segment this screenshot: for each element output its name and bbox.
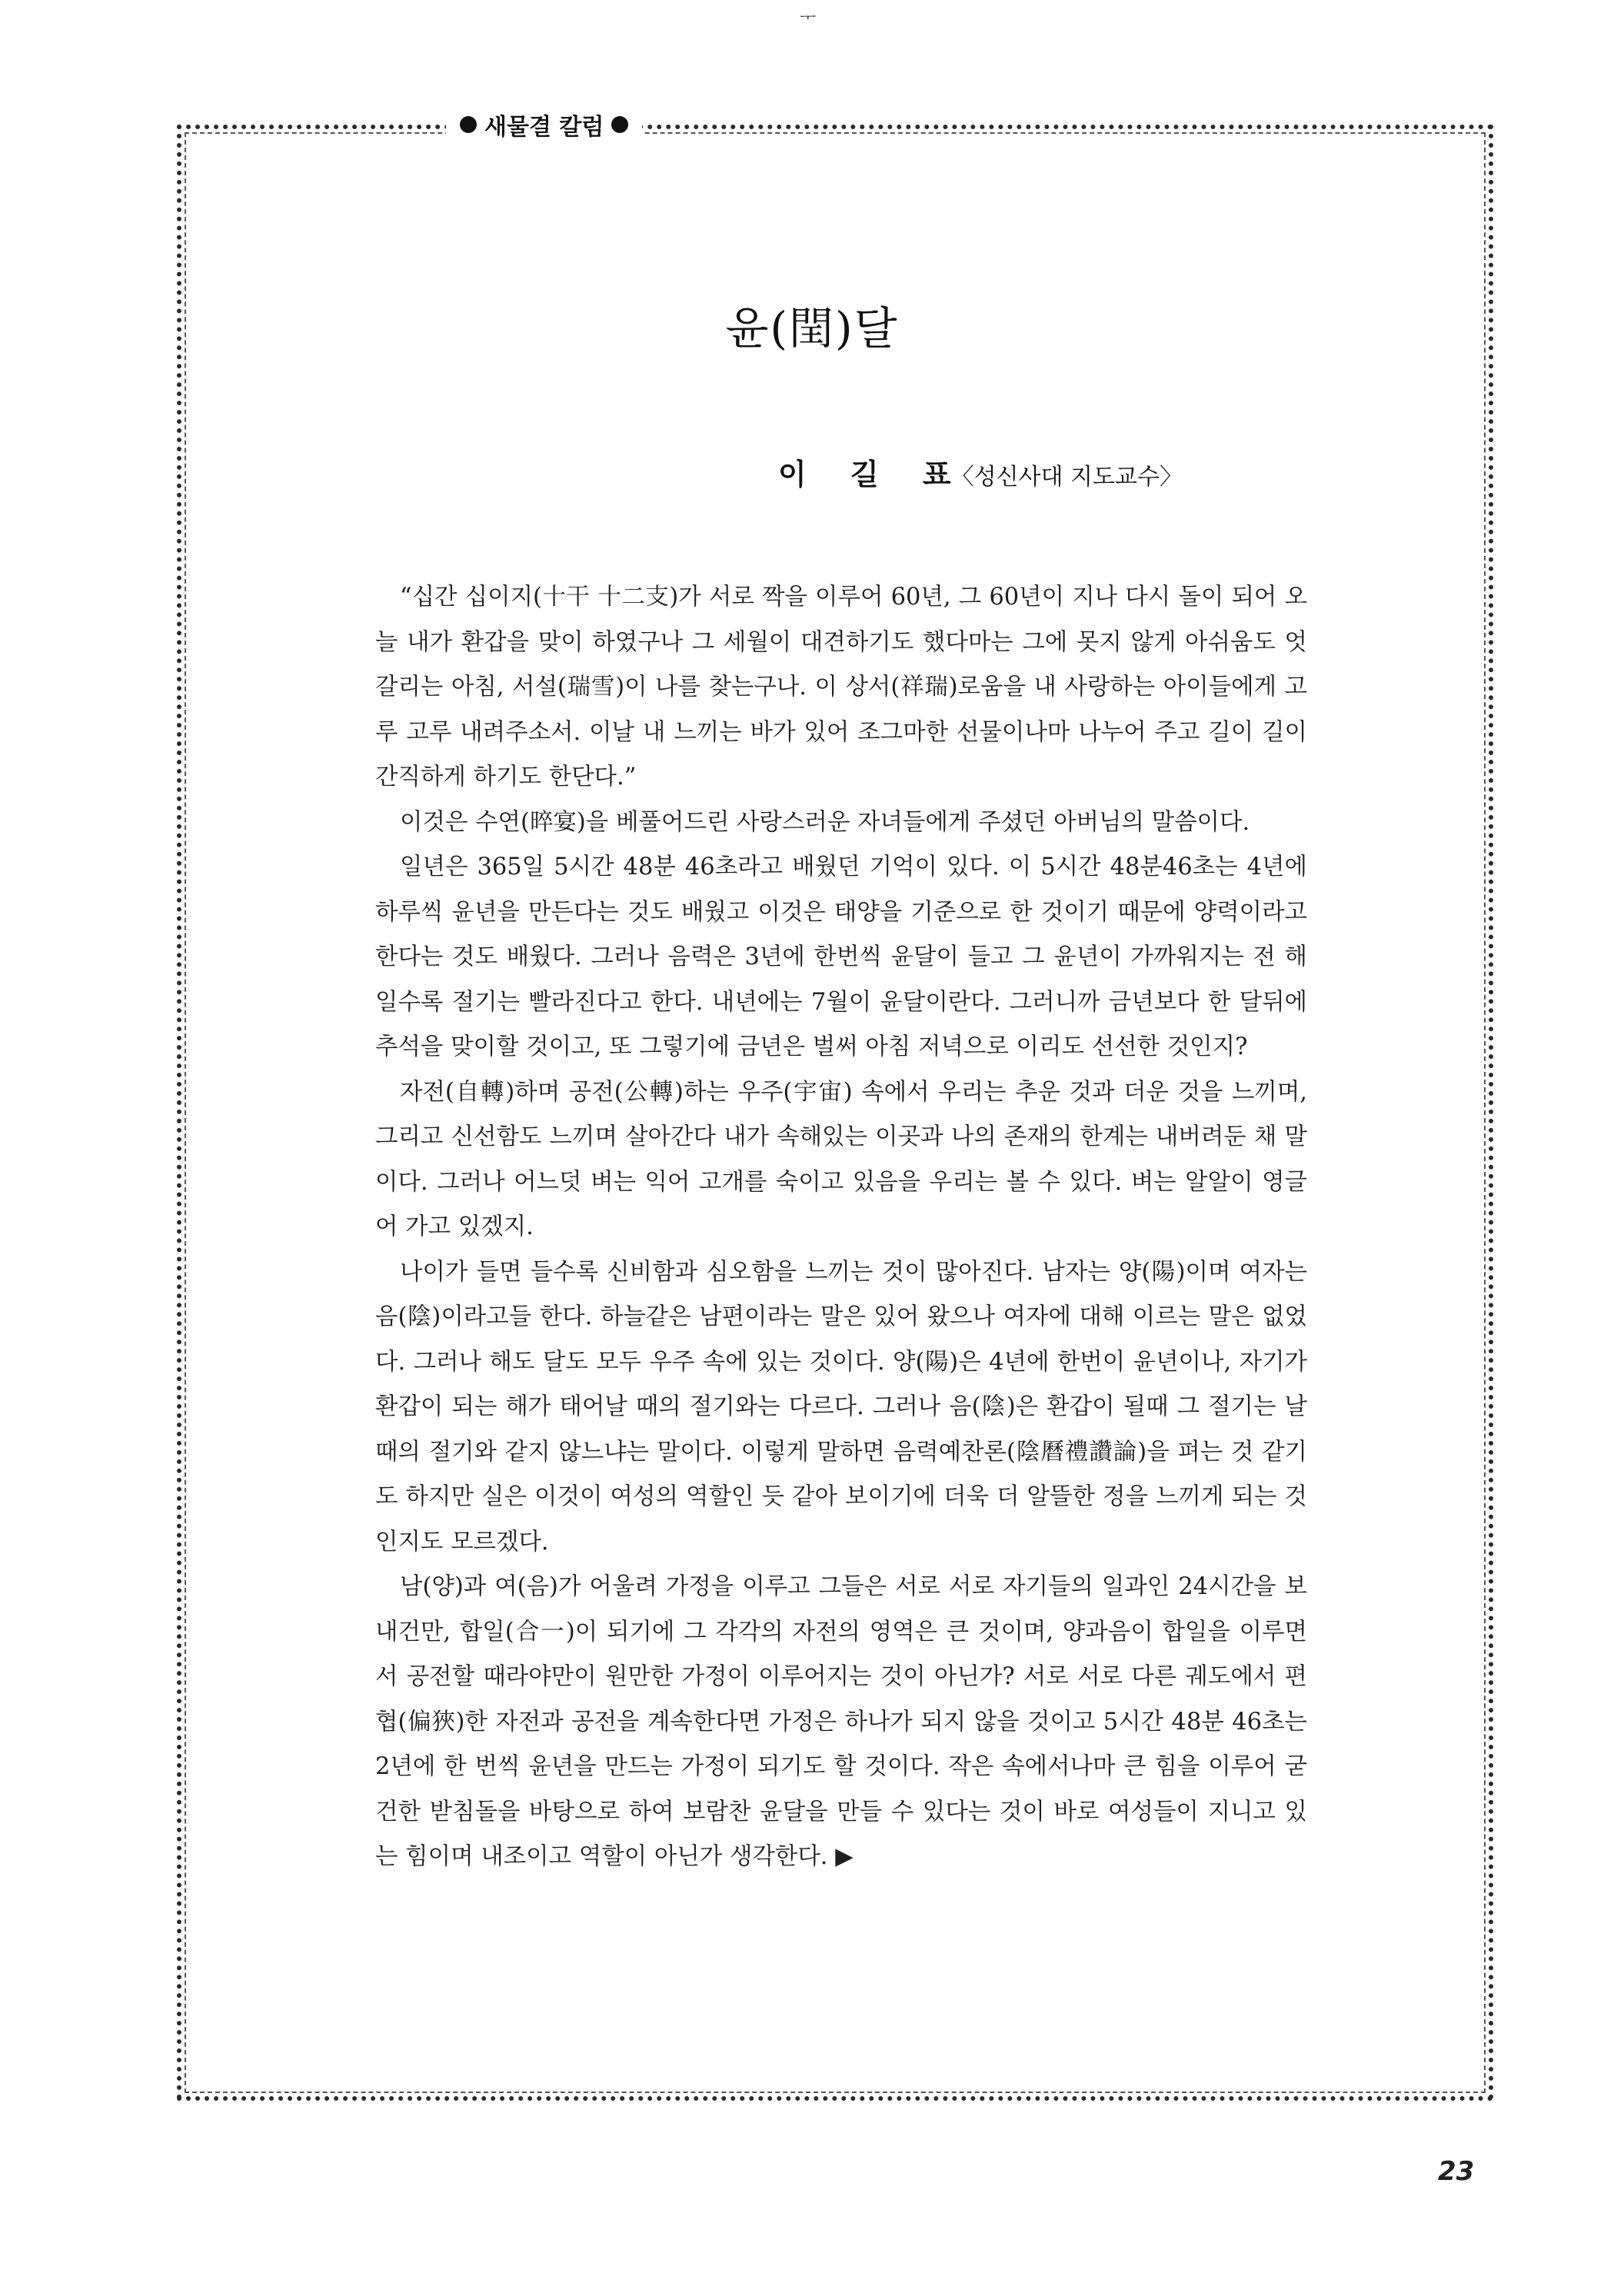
column-label: 새물결 칼럼 bbox=[484, 114, 604, 141]
byline bbox=[778, 451, 1183, 493]
body-paragraph: 이것은 수연(晬宴)을 베풀어드린 사랑스러운 자녀들에게 주셨던 아버님의 말씀이다. bbox=[400, 808, 1250, 836]
author-name: 이 길 표 bbox=[778, 458, 951, 491]
bullet-icon bbox=[611, 116, 628, 133]
article-title: 윤(閏)달 bbox=[725, 302, 899, 354]
bullet-icon bbox=[460, 116, 477, 133]
body-paragraph: 일년은 365일 5시간 48분 46초라고 배웠던 기억이 있다. 이 5시간 48분46초는 4년에 하루씩 윤년을 만든다는 것도 배웠고 이것은 태양을 기준으로 한 것이기 때문에 양력이라고 한다는 것도 배웠다. 그러나 음력은 3년에 한번씩 윤달이 들고 그 윤년이 가까워지는 전 해일수록 절기는 빨라진다고 한다. 내년에는 7월이 윤달이란다. 그러니까 금년보다 한 달뒤에 추석을 맞이할 것이고, 또 그렇기에 금년은 벌써 아침 저녁으로 이리도 선선한 것인지? bbox=[375, 854, 1307, 1060]
body-paragraph: 자전(自轉)하며 공전(公轉)하는 우주(宇宙) 속에서 우리는 추운 것과 더운 것을 느끼며, 그리고 신선함도 느끼며 살아간다 내가 속해있는 이곳과 나의 존재의 한계는 내버려둔 채 말이다. 그러나 어느덧 벼는 익어 고개를 숙이고 있음을 우리는 볼 수 있다. 벼는 알알이 영글어 가고 있겠지. bbox=[375, 1078, 1307, 1240]
article-body bbox=[375, 575, 1307, 1880]
column-header bbox=[446, 108, 642, 141]
page-top-mark: ᅮ bbox=[800, 8, 817, 28]
body-paragraph: 나이가 들면 들수록 신비함과 심오함을 느끼는 것이 많아진다. 남자는 양(陽)이며 여자는 음(陰)이라고들 한다. 하늘같은 남편이라는 말은 있어 왔으나 여자에 대해 이르는 말은 없었다. 그러나 해도 달도 모두 우주 속에 있는 것이다. 양(陽)은 4년에 한번이 윤년이나, 자기가 환갑이 되는 해가 태어날 때의 절기와는 다르다. 그러나 음(陰)은 환갑이 될때 그 절기는 날 때의 절기와 같지 않느냐는 말이다. 이렇게 말하면 음력예찬론(陰曆禮讚論)을 펴는 것 같기도 하지만 실은 이것이 여성의 역할인 듯 같아 보이기에 더욱 더 알뜰한 정을 느끼게 되는 것인지도 모르겠다. bbox=[375, 1258, 1307, 1556]
body-paragraph: “십간 십이지(十干 十二支)가 서로 짝을 이루어 60년, 그 60년이 지나 다시 돌이 되어 오늘 내가 환갑을 맞이 하였구나 그 세월이 대견하기도 했다마는 그에 못지 않게 아쉬움도 엇갈리는 아침, 서설(瑞雪)이 나를 찾는구나. 이 상서(祥瑞)로움을 내 사랑하는 아이들에게 고루 고루 내려주소서. 이날 내 느끼는 바가 있어 조그마한 선물이나마 나누어 주고 길이 길이 간직하게 하기도 한단다.” bbox=[375, 584, 1307, 790]
page-number: 23 bbox=[1438, 2156, 1475, 2187]
body-paragraph: 남(양)과 여(음)가 어울려 가정을 이루고 그들은 서로 서로 자기들의 일과인 24시간을 보내건만, 합일(合一)이 되기에 그 각각의 자전의 영역은 큰 것이며, 양과음이 합일을 이루면서 공전할 때라야만이 원만한 가정이 이루어지는 것이 아닌가? 서로 서로 다른 궤도에서 편협(偏狹)한 자전과 공전을 계속한다면 가정은 하나가 되지 않을 것이고 5시간 48분 46초는 2년에 한 번씩 윤년을 만드는 가정이 되기도 할 것이다. 작은 속에서나마 큰 힘을 이루어 굳건한 받침돌을 바탕으로 하여 보람찬 윤달을 만들 수 있다는 것이 바로 여성들이 지니고 있는 힘이며 내조이고 역할이 아닌가 생각한다. ▶ bbox=[375, 1573, 1307, 1870]
author-affiliation: 〈성신사대 지도교수〉 bbox=[950, 464, 1183, 491]
